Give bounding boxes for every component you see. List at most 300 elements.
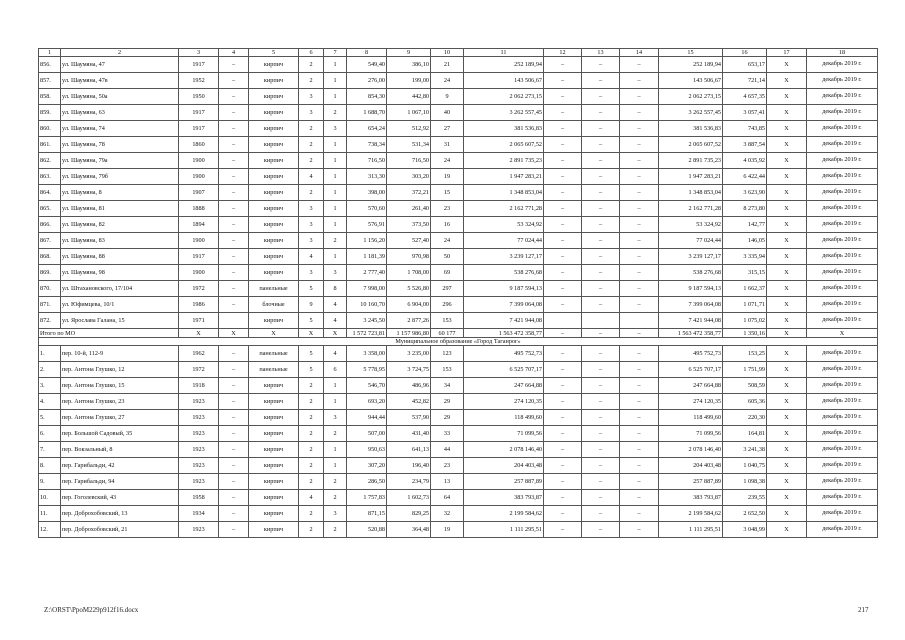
cell-total-area: 950,63 xyxy=(347,442,387,458)
total-cell: – xyxy=(620,329,659,338)
total-cell: X xyxy=(299,329,324,338)
cell-cost-total: 2 162 771,28 xyxy=(659,201,723,217)
cell-residents: 23 xyxy=(431,458,464,474)
cell-term: декабрь 2019 г. xyxy=(807,217,878,233)
cell-address: пер. 10-й, 112-9 xyxy=(61,346,179,362)
table-row xyxy=(39,73,878,89)
housing-table xyxy=(38,48,878,538)
cell-living-area: 3 235,00 xyxy=(387,346,431,362)
cell-dash: – xyxy=(544,249,582,265)
cell-dash: – xyxy=(544,121,582,137)
column-number: 16 xyxy=(723,49,767,57)
cell-dash: – xyxy=(620,57,659,73)
cell-row-number: 871. xyxy=(39,297,61,313)
cell-unit-cost: 4 035,92 xyxy=(723,153,767,169)
cell-address: пер. Гоголевский, 43 xyxy=(61,490,179,506)
table-row xyxy=(39,201,878,217)
cell-row-number: 861. xyxy=(39,137,61,153)
cell-dash: – xyxy=(219,57,249,73)
cell-x-mark: X xyxy=(767,506,807,522)
cell-cost-total: 252 189,94 xyxy=(659,57,723,73)
cell-residents: 24 xyxy=(431,73,464,89)
cell-total-area: 2 777,40 xyxy=(347,265,387,281)
cell-wall-material: кирпич xyxy=(249,458,299,474)
cell-term: декабрь 2019 г. xyxy=(807,185,878,201)
cell-dash: – xyxy=(544,297,582,313)
cell-address: пер. Гарибальди, 94 xyxy=(61,474,179,490)
cell-floors: 4 xyxy=(299,490,324,506)
table-row xyxy=(39,346,878,362)
cell-entrances: 3 xyxy=(324,410,347,426)
cell-build-year: 1917 xyxy=(179,249,219,265)
cell-total-area: 3 245,50 xyxy=(347,313,387,329)
cell-residents: 21 xyxy=(431,57,464,73)
cell-entrances: 2 xyxy=(324,233,347,249)
cell-entrances: 1 xyxy=(324,137,347,153)
cell-build-year: 1860 xyxy=(179,137,219,153)
cell-unit-cost: 1 040,75 xyxy=(723,458,767,474)
cell-living-area: 261,40 xyxy=(387,201,431,217)
cell-floors: 3 xyxy=(299,105,324,121)
cell-floors: 2 xyxy=(299,153,324,169)
cell-term: декабрь 2019 г. xyxy=(807,89,878,105)
cell-dash: – xyxy=(544,442,582,458)
table-row xyxy=(39,458,878,474)
cell-entrances: 2 xyxy=(324,490,347,506)
cell-dash: – xyxy=(582,137,620,153)
cell-unit-cost: 3 241,38 xyxy=(723,442,767,458)
cell-dash: – xyxy=(544,89,582,105)
cell-cost: 2 891 735,23 xyxy=(464,153,544,169)
cell-row-number: 858. xyxy=(39,89,61,105)
cell-residents: 50 xyxy=(431,249,464,265)
cell-build-year: 1971 xyxy=(179,313,219,329)
cell-floors: 5 xyxy=(299,313,324,329)
cell-dash: – xyxy=(582,169,620,185)
cell-residents: 64 xyxy=(431,490,464,506)
cell-build-year: 1900 xyxy=(179,233,219,249)
cell-address: ул. Шаумяна, 74 xyxy=(61,121,179,137)
cell-dash: – xyxy=(544,105,582,121)
table-row xyxy=(39,410,878,426)
cell-dash: – xyxy=(219,265,249,281)
cell-living-area: 6 904,00 xyxy=(387,297,431,313)
table-row xyxy=(39,426,878,442)
cell-cost-total: 538 276,68 xyxy=(659,265,723,281)
cell-living-area: 373,50 xyxy=(387,217,431,233)
cell-build-year: 1972 xyxy=(179,281,219,297)
cell-dash: – xyxy=(582,506,620,522)
cell-total-area: 576,91 xyxy=(347,217,387,233)
cell-cost-total: 9 187 594,13 xyxy=(659,281,723,297)
cell-dash: – xyxy=(582,458,620,474)
cell-living-area: 372,21 xyxy=(387,185,431,201)
cell-cost-total: 1 111 295,51 xyxy=(659,522,723,538)
column-number: 6 xyxy=(299,49,324,57)
table-body xyxy=(39,49,878,538)
cell-dash: – xyxy=(544,281,582,297)
cell-build-year: 1894 xyxy=(179,217,219,233)
cell-residents: 23 xyxy=(431,201,464,217)
table-row xyxy=(39,249,878,265)
cell-wall-material: кирпич xyxy=(249,506,299,522)
cell-row-number: 869. xyxy=(39,265,61,281)
cell-cost: 274 120,35 xyxy=(464,394,544,410)
cell-residents: 16 xyxy=(431,217,464,233)
cell-dash: – xyxy=(219,442,249,458)
cell-dash: – xyxy=(620,394,659,410)
cell-dash: – xyxy=(582,153,620,169)
cell-unit-cost: 721,14 xyxy=(723,73,767,89)
cell-address: пер. Антона Глушко, 15 xyxy=(61,378,179,394)
cell-unit-cost: 605,36 xyxy=(723,394,767,410)
cell-residents: 40 xyxy=(431,105,464,121)
cell-dash: – xyxy=(620,89,659,105)
cell-wall-material: кирпич xyxy=(249,378,299,394)
cell-cost: 257 887,89 xyxy=(464,474,544,490)
cell-total-area: 10 160,70 xyxy=(347,297,387,313)
cell-term: декабрь 2019 г. xyxy=(807,169,878,185)
cell-residents: 15 xyxy=(431,185,464,201)
cell-x-mark: X xyxy=(767,378,807,394)
cell-dash: – xyxy=(582,394,620,410)
cell-dash: – xyxy=(620,137,659,153)
section-row xyxy=(39,338,878,346)
cell-living-area: 196,40 xyxy=(387,458,431,474)
cell-total-area: 520,88 xyxy=(347,522,387,538)
table-row xyxy=(39,474,878,490)
cell-address: ул. Шаумяна, 47 xyxy=(61,57,179,73)
cell-term: декабрь 2019 г. xyxy=(807,442,878,458)
cell-address: ул. Шаумяна, 98 xyxy=(61,265,179,281)
cell-dash: – xyxy=(544,394,582,410)
cell-row-number: 8. xyxy=(39,458,61,474)
cell-dash: – xyxy=(544,73,582,89)
cell-dash: – xyxy=(219,426,249,442)
cell-dash: – xyxy=(620,265,659,281)
cell-entrances: 8 xyxy=(324,281,347,297)
cell-living-area: 364,48 xyxy=(387,522,431,538)
cell-unit-cost: 220,30 xyxy=(723,410,767,426)
cell-dash: – xyxy=(620,217,659,233)
cell-residents: 297 xyxy=(431,281,464,297)
cell-wall-material: кирпич xyxy=(249,153,299,169)
column-number: 12 xyxy=(544,49,582,57)
cell-living-area: 199,00 xyxy=(387,73,431,89)
cell-cost: 383 793,87 xyxy=(464,490,544,506)
cell-row-number: 856. xyxy=(39,57,61,73)
cell-term: декабрь 2019 г. xyxy=(807,362,878,378)
cell-wall-material: кирпич xyxy=(249,265,299,281)
cell-unit-cost: 1 662,37 xyxy=(723,281,767,297)
total-cell: X xyxy=(807,329,878,338)
cell-residents: 24 xyxy=(431,153,464,169)
cell-entrances: 3 xyxy=(324,265,347,281)
cell-cost-total: 257 887,89 xyxy=(659,474,723,490)
table-row xyxy=(39,57,878,73)
cell-unit-cost: 1 075,02 xyxy=(723,313,767,329)
cell-dash: – xyxy=(219,506,249,522)
cell-dash: – xyxy=(620,410,659,426)
cell-living-area: 716,50 xyxy=(387,153,431,169)
cell-residents: 32 xyxy=(431,506,464,522)
cell-wall-material: кирпич xyxy=(249,490,299,506)
column-number: 2 xyxy=(61,49,179,57)
table-row xyxy=(39,362,878,378)
cell-cost: 77 024,44 xyxy=(464,233,544,249)
cell-build-year: 1907 xyxy=(179,185,219,201)
column-number-row xyxy=(39,49,878,57)
cell-entrances: 1 xyxy=(324,89,347,105)
cell-total-area: 570,60 xyxy=(347,201,387,217)
cell-dash: – xyxy=(219,362,249,378)
cell-living-area: 386,10 xyxy=(387,57,431,73)
cell-cost: 1 947 283,21 xyxy=(464,169,544,185)
cell-dash: – xyxy=(620,121,659,137)
table-row xyxy=(39,442,878,458)
cell-total-area: 3 358,00 xyxy=(347,346,387,362)
cell-dash: – xyxy=(544,458,582,474)
cell-x-mark: X xyxy=(767,73,807,89)
total-cell: X xyxy=(179,329,219,338)
cell-entrances: 1 xyxy=(324,57,347,73)
cell-cost-total: 274 120,35 xyxy=(659,394,723,410)
cell-dash: – xyxy=(219,217,249,233)
cell-wall-material: кирпич xyxy=(249,426,299,442)
cell-dash: – xyxy=(582,362,620,378)
cell-build-year: 1917 xyxy=(179,105,219,121)
cell-wall-material: панельные xyxy=(249,362,299,378)
cell-row-number: 857. xyxy=(39,73,61,89)
cell-total-area: 549,40 xyxy=(347,57,387,73)
cell-dash: – xyxy=(620,458,659,474)
cell-build-year: 1962 xyxy=(179,346,219,362)
cell-dash: – xyxy=(582,105,620,121)
cell-dash: – xyxy=(219,89,249,105)
cell-dash xyxy=(219,313,249,329)
cell-cost: 7 399 064,08 xyxy=(464,297,544,313)
cell-row-number: 867. xyxy=(39,233,61,249)
cell-living-area: 1 067,10 xyxy=(387,105,431,121)
cell-total-area: 1 156,20 xyxy=(347,233,387,249)
cell-residents: 19 xyxy=(431,169,464,185)
table-row xyxy=(39,281,878,297)
cell-dash: – xyxy=(544,474,582,490)
cell-x-mark: X xyxy=(767,185,807,201)
cell-row-number: 870. xyxy=(39,281,61,297)
cell-total-area: 693,20 xyxy=(347,394,387,410)
cell-cost-total: 77 024,44 xyxy=(659,233,723,249)
cell-total-area: 654,24 xyxy=(347,121,387,137)
cell-build-year: 1917 xyxy=(179,121,219,137)
cell-cost-total: 495 752,73 xyxy=(659,346,723,362)
cell-entrances: 6 xyxy=(324,362,347,378)
cell-build-year: 1900 xyxy=(179,169,219,185)
cell-living-area: 1 602,73 xyxy=(387,490,431,506)
cell-residents: 27 xyxy=(431,121,464,137)
cell-total-area: 854,30 xyxy=(347,89,387,105)
cell-term: декабрь 2019 г. xyxy=(807,426,878,442)
cell-cost: 2 078 146,40 xyxy=(464,442,544,458)
cell-term: декабрь 2019 г. xyxy=(807,313,878,329)
total-cell: 60 177 xyxy=(431,329,464,338)
cell-term: декабрь 2019 г. xyxy=(807,490,878,506)
cell-dash: – xyxy=(582,474,620,490)
cell-wall-material: кирпич xyxy=(249,233,299,249)
cell-living-area: 5 526,80 xyxy=(387,281,431,297)
cell-row-number: 860. xyxy=(39,121,61,137)
cell-cost-total: 1 947 283,21 xyxy=(659,169,723,185)
cell-unit-cost: 3 623,90 xyxy=(723,185,767,201)
total-cell: X xyxy=(324,329,347,338)
cell-x-mark: X xyxy=(767,490,807,506)
cell-x-mark: X xyxy=(767,57,807,73)
cell-entrances: 2 xyxy=(324,474,347,490)
cell-residents: 44 xyxy=(431,442,464,458)
cell-row-number: 2. xyxy=(39,362,61,378)
cell-x-mark: X xyxy=(767,410,807,426)
cell-x-mark: X xyxy=(767,442,807,458)
cell-dash: – xyxy=(544,153,582,169)
cell-x-mark: X xyxy=(767,426,807,442)
cell-entrances: 1 xyxy=(324,458,347,474)
cell-dash: – xyxy=(620,105,659,121)
footer-file-path: Z:\ORST\PpoM229p912f16.docx xyxy=(44,606,139,614)
cell-total-area: 871,15 xyxy=(347,506,387,522)
cell-dash: – xyxy=(219,249,249,265)
cell-dash: – xyxy=(582,73,620,89)
cell-address: ул. Штахановского, 17/104 xyxy=(61,281,179,297)
cell-address: ул. Шаумяна, 79б xyxy=(61,169,179,185)
cell-unit-cost: 2 652,50 xyxy=(723,506,767,522)
cell-dash: – xyxy=(219,378,249,394)
cell-x-mark: X xyxy=(767,121,807,137)
cell-dash: – xyxy=(620,474,659,490)
total-cell: 1 350,16 xyxy=(723,329,767,338)
cell-dash: – xyxy=(620,362,659,378)
cell-residents: 19 xyxy=(431,522,464,538)
cell-total-area: 5 778,95 xyxy=(347,362,387,378)
cell-x-mark: X xyxy=(767,265,807,281)
cell-term: декабрь 2019 г. xyxy=(807,410,878,426)
cell-address: пер. Антона Глушко, 23 xyxy=(61,394,179,410)
table-row xyxy=(39,265,878,281)
cell-living-area: 531,34 xyxy=(387,137,431,153)
cell-total-area: 307,20 xyxy=(347,458,387,474)
cell-x-mark: X xyxy=(767,394,807,410)
cell-entrances: 1 xyxy=(324,185,347,201)
cell-dash: – xyxy=(620,153,659,169)
cell-cost: 204 403,48 xyxy=(464,458,544,474)
total-label: Итого по МО xyxy=(39,329,179,338)
cell-entrances: 1 xyxy=(324,73,347,89)
cell-wall-material: кирпич xyxy=(249,169,299,185)
cell-term: декабрь 2019 г. xyxy=(807,297,878,313)
cell-wall-material: кирпич xyxy=(249,73,299,89)
cell-term: декабрь 2019 г. xyxy=(807,121,878,137)
cell-cost: 3 262 557,45 xyxy=(464,105,544,121)
cell-dash: – xyxy=(544,201,582,217)
cell-row-number: 862. xyxy=(39,153,61,169)
cell-wall-material: панельные xyxy=(249,346,299,362)
cell-floors: 2 xyxy=(299,121,324,137)
cell-cost-total: 1 348 853,04 xyxy=(659,185,723,201)
cell-build-year: 1923 xyxy=(179,394,219,410)
cell-dash: – xyxy=(620,249,659,265)
cell-cost-total: 247 664,88 xyxy=(659,378,723,394)
cell-wall-material: кирпич xyxy=(249,217,299,233)
cell-total-area: 276,00 xyxy=(347,73,387,89)
cell-x-mark: X xyxy=(767,313,807,329)
cell-cost-total: 2 078 146,40 xyxy=(659,442,723,458)
cell-living-area: 2 877,26 xyxy=(387,313,431,329)
cell-build-year: 1900 xyxy=(179,265,219,281)
cell-build-year: 1923 xyxy=(179,474,219,490)
cell-dash: – xyxy=(544,506,582,522)
cell-living-area: 303,20 xyxy=(387,169,431,185)
cell-dash: – xyxy=(544,522,582,538)
cell-dash: – xyxy=(544,185,582,201)
cell-entrances: 2 xyxy=(324,426,347,442)
cell-dash: – xyxy=(620,378,659,394)
cell-floors: 5 xyxy=(299,281,324,297)
cell-build-year: 1917 xyxy=(179,57,219,73)
total-cell: X xyxy=(249,329,299,338)
cell-living-area: 442,80 xyxy=(387,89,431,105)
table-row xyxy=(39,378,878,394)
cell-term: декабрь 2019 г. xyxy=(807,522,878,538)
cell-wall-material: кирпич xyxy=(249,394,299,410)
cell-total-area: 738,34 xyxy=(347,137,387,153)
cell-term: декабрь 2019 г. xyxy=(807,233,878,249)
cell-address: ул. Шаумяна, 79а xyxy=(61,153,179,169)
table-row xyxy=(39,233,878,249)
cell-build-year: 1918 xyxy=(179,378,219,394)
cell-address: ул. Шаумяна, 47в xyxy=(61,73,179,89)
cell-living-area: 829,25 xyxy=(387,506,431,522)
cell-living-area: 486,96 xyxy=(387,378,431,394)
cell-dash: – xyxy=(620,346,659,362)
cell-term: декабрь 2019 г. xyxy=(807,249,878,265)
cell-build-year: 1923 xyxy=(179,522,219,538)
cell-dash: – xyxy=(219,201,249,217)
cell-floors: 2 xyxy=(299,378,324,394)
cell-total-area: 1 757,83 xyxy=(347,490,387,506)
cell-dash xyxy=(582,313,620,329)
cell-build-year: 1900 xyxy=(179,153,219,169)
column-number: 10 xyxy=(431,49,464,57)
cell-dash: – xyxy=(582,281,620,297)
cell-cost-total: 3 239 127,17 xyxy=(659,249,723,265)
cell-dash: – xyxy=(620,522,659,538)
table-row xyxy=(39,506,878,522)
cell-floors: 3 xyxy=(299,201,324,217)
cell-address: ул. Шаумяна, 81 xyxy=(61,201,179,217)
cell-cost: 3 239 127,17 xyxy=(464,249,544,265)
cell-term: декабрь 2019 г. xyxy=(807,105,878,121)
cell-cost: 2 062 273,15 xyxy=(464,89,544,105)
cell-wall-material: кирпич xyxy=(249,522,299,538)
cell-total-area: 546,70 xyxy=(347,378,387,394)
cell-wall-material: кирпич xyxy=(249,313,299,329)
cell-residents: 9 xyxy=(431,89,464,105)
cell-cost: 2 162 771,28 xyxy=(464,201,544,217)
cell-floors: 3 xyxy=(299,265,324,281)
cell-cost: 2 065 607,52 xyxy=(464,137,544,153)
cell-cost-total: 118 499,60 xyxy=(659,410,723,426)
cell-cost: 381 536,83 xyxy=(464,121,544,137)
cell-term: декабрь 2019 г. xyxy=(807,73,878,89)
